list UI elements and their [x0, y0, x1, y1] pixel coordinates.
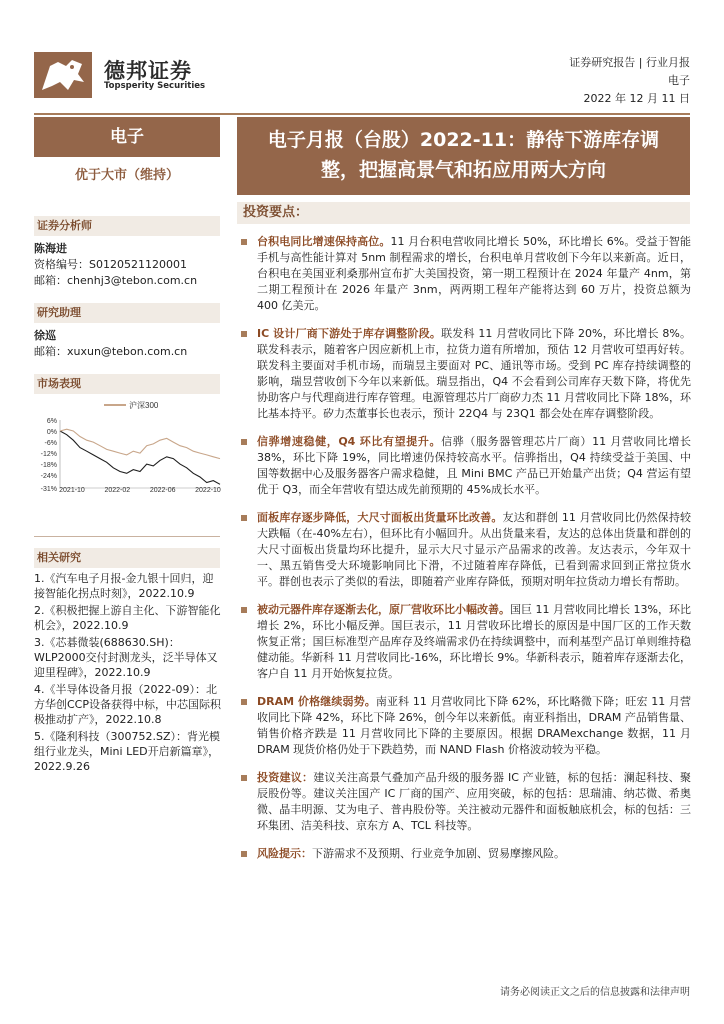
key-point — [241, 326, 691, 422]
header-divider — [34, 113, 690, 115]
assistant-heading: 研究助理 — [34, 303, 220, 323]
y-tick-label: -6% — [44, 440, 57, 448]
key-point-lead: 被动元器件库存逐渐去化，原厂营收环比小幅改善。 — [257, 603, 511, 616]
bullet-icon — [241, 331, 247, 337]
logo-english-name: Topsperity Securities — [104, 81, 206, 91]
key-point-lead: 风险提示： — [257, 847, 312, 860]
assistant-name: 徐巡 — [34, 329, 56, 342]
analyst-heading: 证券分析师 — [34, 216, 220, 236]
y-tick-label: 6% — [46, 418, 57, 425]
bullet-icon — [241, 699, 247, 705]
key-point-text: 国巨 11 月营收同比增长 13%，环比增长 2%，环比小幅反弹。国巨表示，11 月营收环比增长的原因是中国厂区的工作天数恢复正常；国巨标准型产品库存及终端需求仍在持续调整中，而利基型产品订单则维持稳健动能。华新科 11 月营收同比-16%，环比增长 9%。华新科表示，随着库存逐渐去化，客户自 11 月开始恢复拉货。 — [257, 603, 692, 680]
related-heading: 相关研究 — [34, 548, 220, 568]
key-point-text: 建议关注高景气叠加产品升级的服务器 IC 产业链，标的包括：澜起科技、聚辰股份等。建议关注国产 IC 厂商的国产、应用突破，标的包括：思瑞浦、纳芯微、希奥微、晶丰明源、艾为电子、普冉股份等。关注被动元器件和面板触底机会，标的包括：三环集团、洁美科技、京东方 A、TCL 科技等。 — [257, 771, 692, 832]
key-point-lead: 信骅增速稳健，Q4 环比有望提升。 — [257, 435, 442, 448]
bullet-icon — [241, 775, 247, 781]
y-tick-label: -24% — [40, 473, 57, 481]
key-point — [241, 770, 691, 834]
report-date: 2022 年 12 月 11 日 — [583, 92, 690, 105]
related-item[interactable]: 3.《芯碁微装(688630.SH)：WLP2000交付封测龙头，泛半导体又迎里程碑》，2022.10.9 — [34, 636, 218, 679]
key-point-text: 信骅（服务器管理芯片厂商）11 月营收同比增长 38%，环比下降 19%，同比增速仍保持较高水平。信骅指出，Q4 持续受益于美国、中国等数据中心及服务器客户需求稳健，且 Mini BMC 产品已开始量产出货；Q4 营运有望优于 Q3，而全年营收有望达成先前预期的 45%成长水平。 — [257, 435, 691, 496]
left-divider — [34, 536, 220, 537]
key-point-lead: DRAM 价格继续弱势。 — [257, 695, 376, 708]
bullet-icon — [241, 239, 247, 245]
title-line-2: 整，把握高景气和拓应用两大方向 — [320, 159, 606, 181]
analyst-name: 陈海进 — [34, 242, 67, 255]
key-point-text: 11 月台积电营收同比增长 50%，环比增长 6%。受益于智能手机与高性能计算对 5nm 制程需求的增长，台积电单月营收创下今年以来新高。近日，台积电在美国亚利桑那州宣布扩大美国投资，第一期工程预计在 2024 年量产 4nm，第二期工程预计在 2026 年量产 3nm，两两期工程年产能将达到 60 万片，投资总额为 400 亿美元。 — [257, 235, 691, 312]
logo-chinese-name: 德邦证券 — [104, 59, 192, 83]
market-performance-chart — [34, 396, 224, 516]
y-tick-label: -31% — [40, 486, 57, 493]
key-point-lead: 台积电同比增速保持高位。 — [257, 235, 391, 248]
rating: 优于大市（维持） — [74, 168, 179, 183]
key-point-lead: 投资建议： — [257, 771, 314, 784]
y-tick-label: -18% — [40, 462, 57, 470]
header-sector: 电子 — [668, 74, 690, 87]
key-point-text: 联发科 11 月营收同比下降 20%，环比增长 8%。联发科表示，随着客户因应新机上市，拉货力道有所增加，预估 12 月营收可望再好转。联发科主要面对手机市场，而瑞昱主要面对 PC、通讯等市场。受到 PC 库存持续调整的影响，瑞昱营收创下今年以来新低。瑞昱指出，Q4 不会看到公司库存天数下降，将优先协助客户与代理商进行库存管理。电源管理芯片厂商矽力杰 11 月营收同比下降 18%，环比基本持平。矽力杰董事长也表示，预计 22Q4 与 23Q1 都会处在库存调整阶段。 — [257, 327, 691, 420]
key-point — [241, 694, 691, 758]
related-item[interactable]: 5.《隆利科技（300752.SZ）：背光模组行业龙头，Mini LED开启新篇章》，2022.9.26 — [34, 730, 221, 773]
bullet-icon — [241, 851, 247, 857]
market-heading: 市场表现 — [34, 374, 220, 394]
title-line-1: 电子月报（台股）2022-11：静待下游库存调 — [267, 129, 660, 151]
key-point — [241, 846, 691, 862]
y-tick-label: 0% — [46, 429, 57, 437]
x-tick-label: 2022-10 — [195, 487, 221, 494]
bullet-icon — [241, 515, 247, 521]
report-type: 证券研究报告 | 行业月报 — [569, 56, 690, 69]
bullet-icon — [241, 439, 247, 445]
related-research-list — [34, 571, 224, 776]
disclaimer-footer: 请务必阅读正文之后的信息披露和法律声明 — [500, 987, 690, 998]
key-points-heading: 投资要点： — [237, 202, 690, 224]
series-line-csi300 — [60, 429, 220, 458]
related-item[interactable]: 4.《半导体设备月报（2022-09）：北方华创CCP设备获得中标，中芯国际积极推动扩产》，2022.10.8 — [34, 683, 221, 726]
report-title — [237, 117, 690, 195]
assistant-email: 邮箱：xuxun@tebon.com.cn — [34, 345, 188, 358]
key-point — [241, 510, 691, 590]
key-point — [241, 234, 691, 314]
x-tick-label: 2022-06 — [149, 487, 176, 494]
related-item[interactable]: 1.《汽车电子月报-金九银十回归，迎接智能化拐点时刻》，2022.10.9 — [34, 572, 214, 600]
key-point-text: 南亚科 11 月营收同比下降 62%，环比略微下降；旺宏 11 月营收同比下降 42%，环比下降 26%，创今年以来新低。南亚科指出，DRAM 产品销售量、销售价格齐跌是 11 月营收同比下降的主要原因。根据 DRAMexchange 数据，11 月 DRAM 现货价格仍处于下跌趋势，而 NAND Flash 价格波动较为平稳。 — [257, 695, 691, 756]
key-point — [241, 602, 691, 682]
legend-label-csi300: 沪深300 — [129, 401, 159, 410]
analyst-cert: 资格编号：S0120521120001 — [34, 258, 187, 271]
key-point-text: 下游需求不及预期、行业竞争加剧、贸易摩擦风险。 — [312, 847, 565, 860]
x-tick-label: 2022-02 — [104, 487, 131, 494]
bullet-icon — [241, 607, 247, 613]
topsperity-logo-icon — [34, 52, 92, 98]
key-point-lead: 面板库存逐步降低，大尺寸面板出货量环比改善。 — [257, 511, 503, 524]
key-point-text: 友达和群创 11 月营收同比仍然保持较大跌幅（在-40%左右），但环比有小幅回升。从出货量来看，友达的总体出货量和群创的大尺寸面板出货量均环比提升，显示大尺寸显示产品需求的改善。友达表示，今年双十一、黑五销售受大环境影响同比下滑，不过随着库存降低，已看到需求回到正常拉货水平。群创也表示了类似的看法，即随着产业库存降低，预期对明年拉货动力增长有帮助。 — [257, 511, 692, 588]
sector-label: 电子 — [34, 117, 220, 157]
key-points-body — [241, 234, 691, 874]
analyst-email: 邮箱：chenhj3@tebon.com.cn — [34, 274, 198, 287]
x-tick-label: 2021-10 — [59, 487, 85, 494]
y-tick-label: -12% — [40, 451, 57, 459]
key-point-lead: IC 设计厂商下游处于库存调整阶段。 — [257, 327, 442, 340]
related-item[interactable]: 2.《积极把握上游自主化、下游智能化机会》，2022.10.9 — [34, 604, 221, 632]
key-point — [241, 434, 691, 498]
